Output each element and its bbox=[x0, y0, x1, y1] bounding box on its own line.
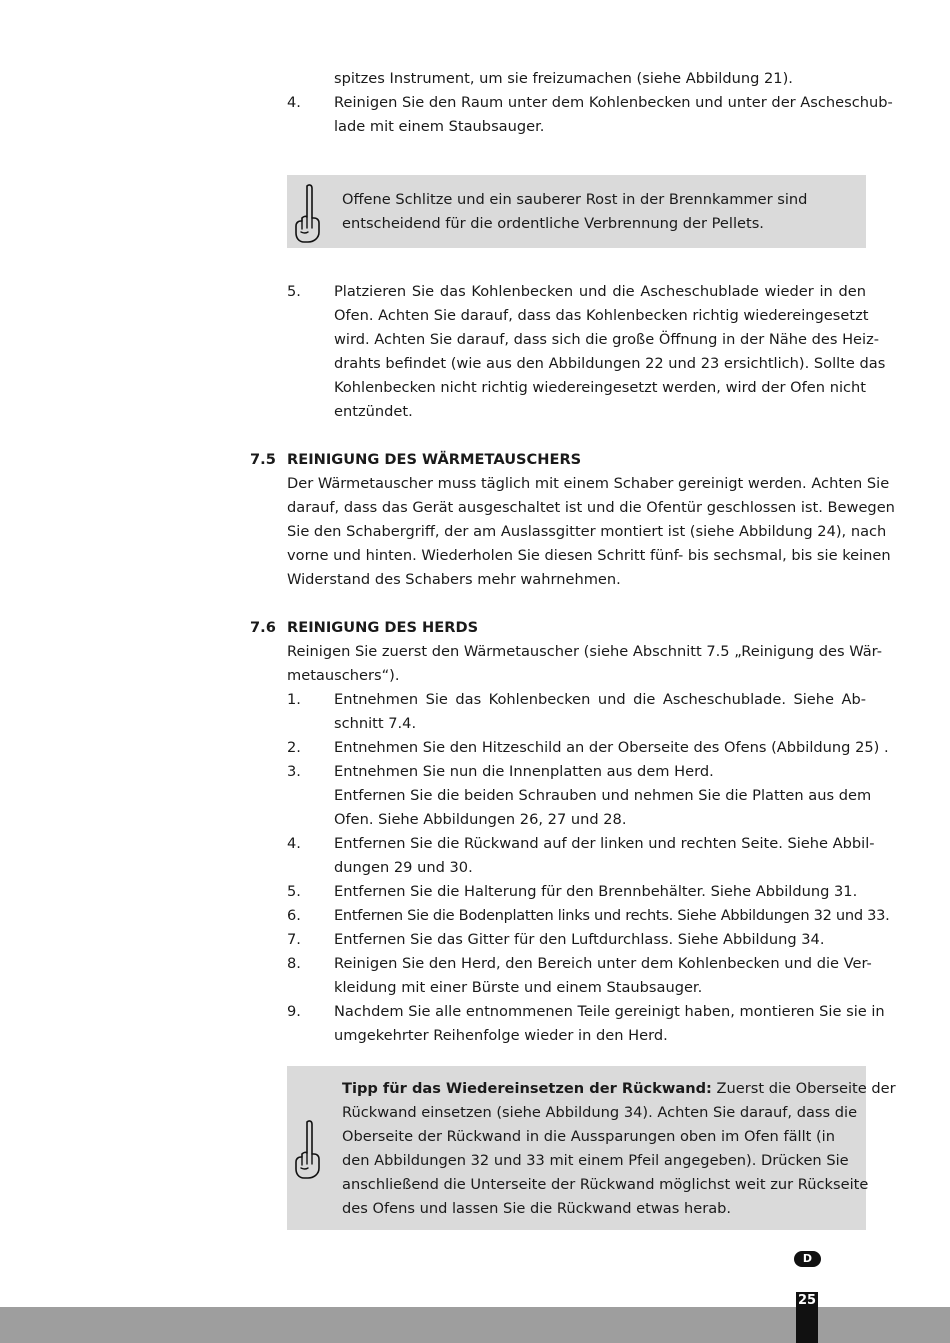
list-item-text: wird. Achten Sie darauf, dass sich die große Öffnung in der Nähe des Heiz- bbox=[334, 331, 880, 348]
tip-text: Offene Schlitze und ein sauberer Rost in der Brennkammer sind bbox=[342, 191, 808, 208]
paragraph-line: metauschers“). bbox=[287, 667, 400, 684]
list-item-continuation: spitzes Instrument, um sie freizumachen (siehe Abbildung 21). bbox=[334, 70, 793, 87]
tip-text: entscheidend für die ordentliche Verbrennung der Pellets. bbox=[342, 215, 764, 232]
list-item-text: kleidung mit einer Bürste und einem Staubsauger. bbox=[334, 979, 703, 996]
list-number: 3. bbox=[287, 763, 301, 780]
tip-text: Zuerst die Oberseite der bbox=[711, 1080, 896, 1097]
tip-text-first-line bbox=[342, 1077, 896, 1101]
list-item-text: lade mit einem Staubsauger. bbox=[334, 118, 545, 135]
list-item-text: Entfernen Sie das Gitter für den Luftdurchlass. Siehe Abbildung 34. bbox=[334, 931, 825, 948]
list-item-text: Entfernen Sie die Rückwand auf der linken und rechten Seite. Siehe Abbil- bbox=[334, 835, 875, 852]
list-number: 4. bbox=[287, 835, 301, 852]
list-item-text: Reinigen Sie den Raum unter dem Kohlenbecken und unter der Ascheschub- bbox=[334, 94, 893, 111]
list-item-text: Kohlenbecken nicht richtig wiedereingesetzt werden, wird der Ofen nicht bbox=[334, 379, 866, 396]
list-item-text: entzündet. bbox=[334, 403, 413, 420]
tip-text: des Ofens und lassen Sie die Rückwand etwas herab. bbox=[342, 1200, 732, 1217]
list-number: 6. bbox=[287, 907, 301, 924]
paragraph-line: Sie den Schabergriff, der am Auslassgitter montiert ist (siehe Abbildung 24), nach bbox=[287, 523, 887, 540]
tip-text: anschließend die Unterseite der Rückwand möglichst weit zur Rückseite bbox=[342, 1176, 869, 1193]
tip-text: Oberseite der Rückwand in die Aussparungen oben im Ofen fällt (in bbox=[342, 1128, 835, 1145]
list-item-text: umgekehrter Reihenfolge wieder in den Herd. bbox=[334, 1027, 668, 1044]
paragraph-line: Widerstand des Schabers mehr wahrnehmen. bbox=[287, 571, 621, 588]
list-number: 8. bbox=[287, 955, 301, 972]
tip-box bbox=[287, 1066, 896, 1230]
tip-lead: Tipp für das Wiedereinsetzen der Rückwand: bbox=[342, 1080, 712, 1097]
section-title: REINIGUNG DES WÄRMETAUSCHERS bbox=[287, 451, 582, 468]
list-item-text: Platzieren Sie das Kohlenbecken und die Ascheschublade wieder in den bbox=[334, 283, 866, 300]
list-item-text: Entfernen Sie die Bodenplatten links und rechts. Siehe Abbildungen 32 und 33. bbox=[334, 907, 890, 924]
section-number: 7.5 bbox=[250, 451, 276, 468]
list-item-text: Entfernen Sie die Halterung für den Brennbehälter. Siehe Abbildung 31. bbox=[334, 883, 858, 900]
list-item-text: schnitt 7.4. bbox=[334, 715, 417, 732]
pointing-hand-icon bbox=[293, 182, 325, 244]
tip-text: den Abbildungen 32 und 33 mit einem Pfeil angegeben). Drücken Sie bbox=[342, 1152, 849, 1169]
list-item-text: Nachdem Sie alle entnommenen Teile gereinigt haben, montieren Sie sie in bbox=[334, 1003, 885, 1020]
list-number: 1. bbox=[287, 691, 301, 708]
list-item-text: Entnehmen Sie das Kohlenbecken und die Ascheschublade. Siehe Ab- bbox=[334, 691, 866, 708]
list-item-text: Reinigen Sie den Herd, den Bereich unter dem Kohlenbecken und die Ver- bbox=[334, 955, 872, 972]
list-item-text: Ofen. Siehe Abbildungen 26, 27 und 28. bbox=[334, 811, 627, 828]
pointing-hand-icon bbox=[293, 1118, 325, 1180]
list-number: 9. bbox=[287, 1003, 301, 1020]
paragraph-line: Reinigen Sie zuerst den Wärmetauscher (siehe Abschnitt 7.5 „Reinigung des Wär- bbox=[287, 643, 882, 660]
list-item-text: dungen 29 und 30. bbox=[334, 859, 473, 876]
list-number: 7. bbox=[287, 931, 301, 948]
list-item-text: Entnehmen Sie den Hitzeschild an der Oberseite des Ofens (Abbildung 25) . bbox=[334, 739, 889, 756]
paragraph-line: vorne und hinten. Wiederholen Sie diesen Schritt fünf- bis sechsmal, bis sie keinen bbox=[287, 547, 891, 564]
section-number: 7.6 bbox=[250, 619, 276, 636]
list-item-text: Entnehmen Sie nun die Innenplatten aus dem Herd. bbox=[334, 763, 714, 780]
list-item-text: drahts befindet (wie aus den Abbildungen 22 und 23 ersichtlich). Sollte das bbox=[334, 355, 886, 372]
tip-text: Rückwand einsetzen (siehe Abbildung 34). Achten Sie darauf, dass die bbox=[342, 1104, 858, 1121]
section-title: REINIGUNG DES HERDS bbox=[287, 619, 479, 636]
paragraph-line: Der Wärmetauscher muss täglich mit einem Schaber gereinigt werden. Achten Sie bbox=[287, 475, 890, 492]
language-badge: D bbox=[794, 1251, 821, 1267]
list-number: 2. bbox=[287, 739, 301, 756]
list-item-text: Ofen. Achten Sie darauf, dass das Kohlenbecken richtig wiedereingesetzt bbox=[334, 307, 869, 324]
list-number: 4. bbox=[287, 94, 301, 111]
list-number: 5. bbox=[287, 283, 301, 300]
paragraph-line: darauf, dass das Gerät ausgeschaltet ist und die Ofentür geschlossen ist. Bewegen bbox=[287, 499, 895, 516]
page-number: 25 bbox=[796, 1292, 818, 1343]
list-item-text: Entfernen Sie die beiden Schrauben und nehmen Sie die Platten aus dem bbox=[334, 787, 872, 804]
list-number: 5. bbox=[287, 883, 301, 900]
tip-box bbox=[287, 175, 866, 248]
